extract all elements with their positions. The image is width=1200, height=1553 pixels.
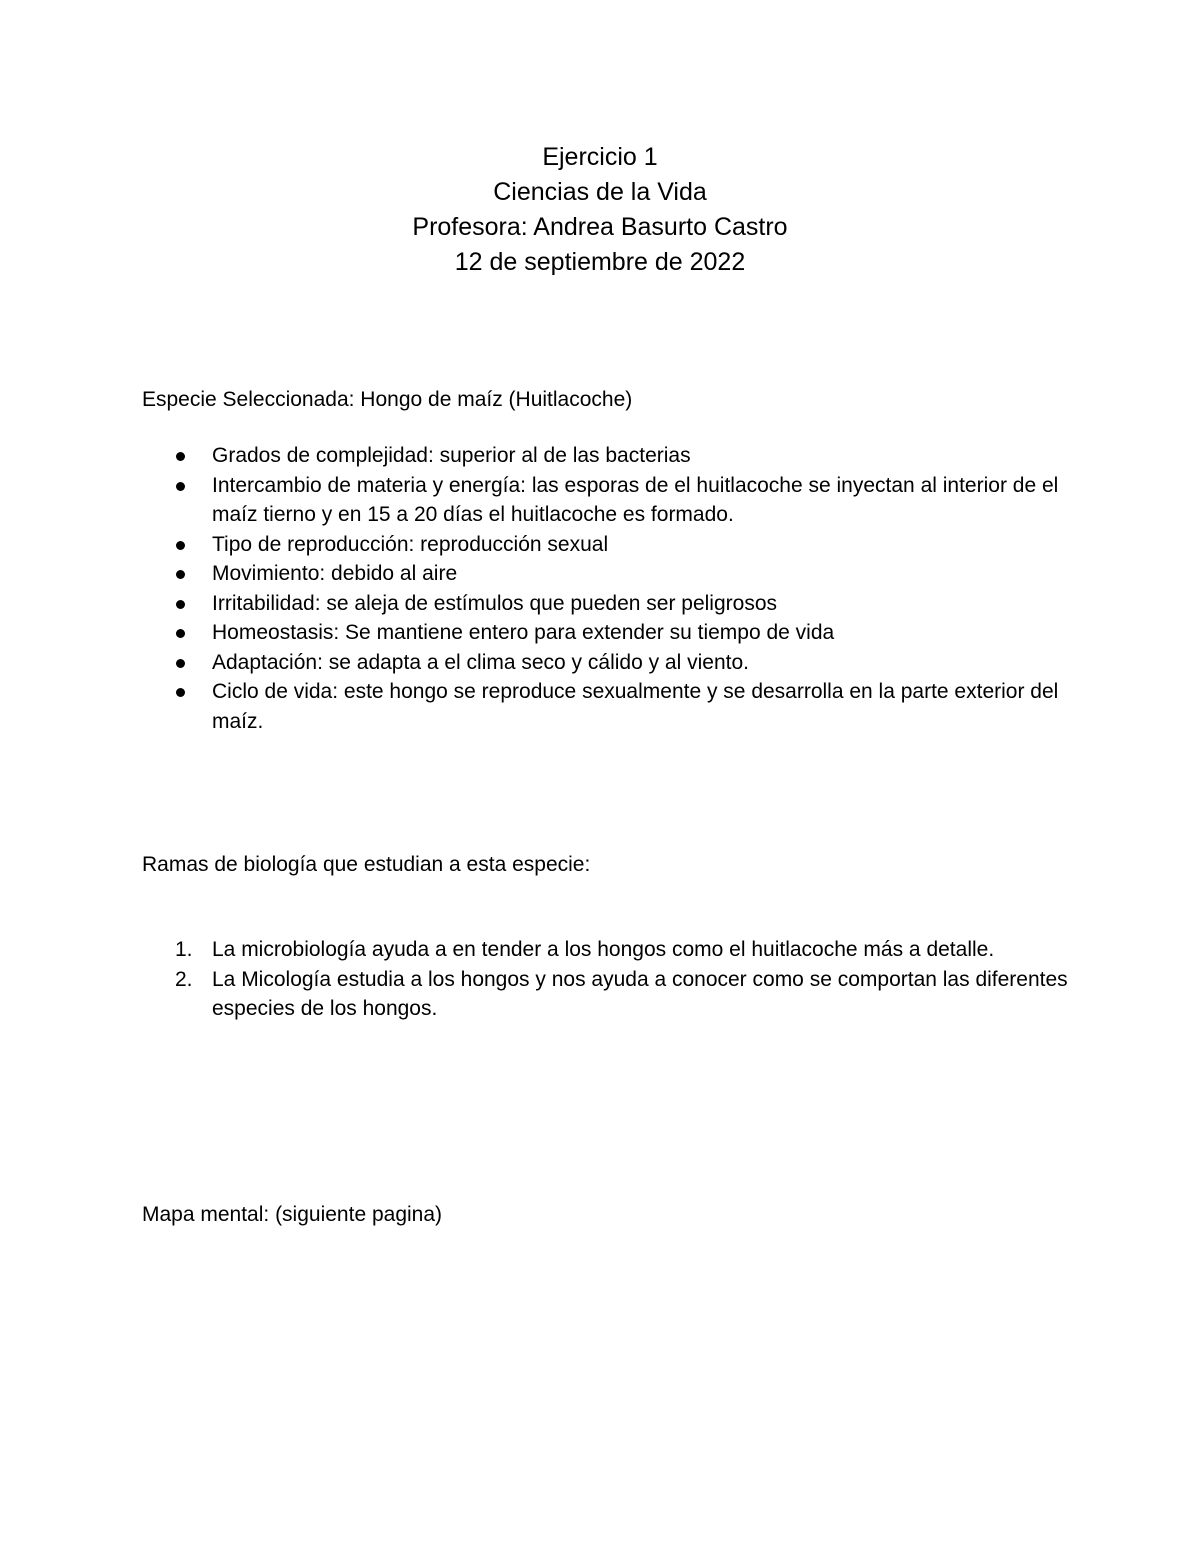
bullet-icon (176, 688, 185, 697)
bullet-icon (176, 541, 185, 550)
bullet-icon (176, 482, 185, 491)
mind-map-note: Mapa mental: (siguiente pagina) (142, 1203, 443, 1226)
traits-list (212, 441, 1072, 736)
list-item-text: Irritabilidad: se aleja de estímulos que pueden ser peligrosos (212, 591, 778, 615)
list-item (212, 618, 1072, 648)
list-item (212, 648, 1072, 678)
selected-species: Especie Seleccionada: Hongo de maíz (Huitlacoche) (142, 388, 633, 411)
list-item (175, 965, 1072, 1024)
bullet-icon (176, 629, 185, 638)
list-item (212, 441, 1072, 471)
list-item-text: Movimiento: debido al aire (212, 562, 458, 585)
document-date: 12 de septiembre de 2022 (454, 248, 746, 276)
list-item-text: Intercambio de materia y energía: las esporas de el huitlacoche se inyectan al interior de el maíz tierno y en 15 a 20 días el huitlacoche es formado. (212, 473, 1059, 526)
list-item (212, 589, 1072, 619)
document-header (0, 140, 1200, 280)
bullet-icon (176, 659, 185, 668)
list-item (212, 530, 1072, 560)
list-number: 2. (175, 967, 193, 991)
list-item-text: Tipo de reproducción: reproducción sexual (212, 532, 609, 556)
biology-branches-list (175, 935, 1072, 1024)
list-item-text: Adaptación: se adapta a el clima seco y cálido y al viento. (212, 650, 749, 674)
list-item (212, 677, 1072, 736)
course-name: Ciencias de la Vida (493, 178, 707, 206)
bullet-icon (176, 570, 185, 579)
list-item (175, 935, 1072, 965)
list-item-text: Grados de complejidad: superior al de las bacterias (212, 444, 691, 467)
list-item (212, 559, 1072, 589)
list-item-text: Homeostasis: Se mantiene entero para extender su tiempo de vida (212, 621, 835, 644)
bullet-icon (176, 600, 185, 609)
exercise-title: Ejercicio 1 (542, 143, 658, 171)
list-item-text: La Micología estudia a los hongos y nos ayuda a conocer como se comportan las diferentes especies de los hongos. (212, 967, 1068, 1020)
biology-branches-heading: Ramas de biología que estudian a esta especie: (142, 853, 591, 876)
list-number: 1. (175, 938, 193, 961)
list-item-text: La microbiología ayuda a en tender a los hongos como el huitlacoche más a detalle. (212, 938, 995, 961)
list-item-text: Ciclo de vida: este hongo se reproduce sexualmente y se desarrolla en la parte exterior del maíz. (212, 680, 1059, 733)
bullet-icon (176, 452, 185, 461)
teacher-name: Profesora: Andrea Basurto Castro (412, 213, 788, 241)
list-item (212, 471, 1072, 530)
